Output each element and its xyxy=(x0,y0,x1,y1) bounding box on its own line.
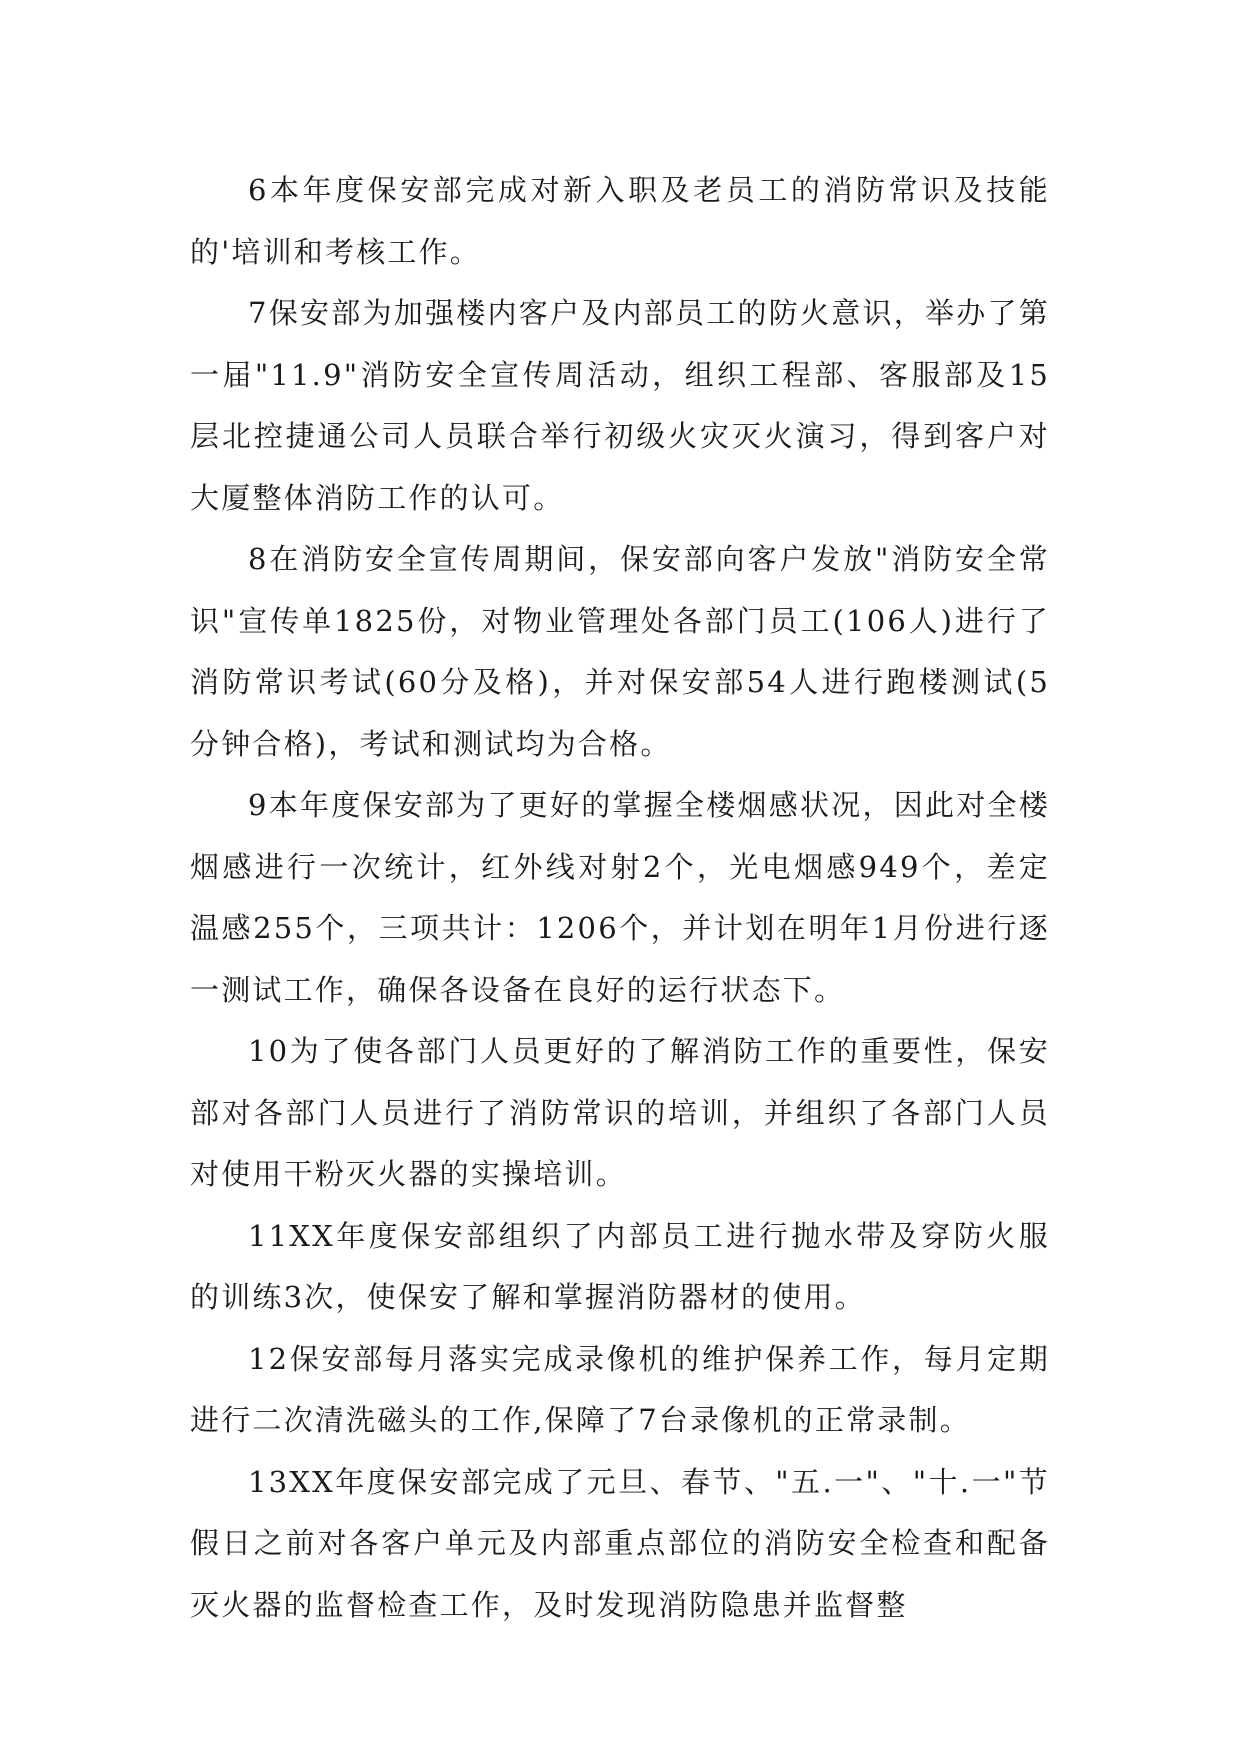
document-body xyxy=(190,160,1050,1636)
paragraph-12: 12保安部每月落实完成录像机的维护保养工作，每月定期进行二次清洗磁头的工作,保障了7台录像机的正常录制。 xyxy=(190,1341,1050,1437)
paragraph-7: 7保安部为加强楼内客户及内部员工的防火意识，举办了第一届"11.9"消防安全宣传周活动，组织工程部、客服部及15层北控捷通公司人员联合举行初级火灾灭火演习，得到客户对大厦整体消防工作的认可。 xyxy=(190,296,1050,515)
paragraph-10: 10为了使各部门人员更好的了解消防工作的重要性，保安部对各部门人员进行了消防常识的培训，并组织了各部门人员对使用干粉灭火器的实操培训。 xyxy=(190,1034,1050,1191)
paragraph-8: 8在消防安全宣传周期间，保安部向客户发放"消防安全常识"宣传单1825份，对物业管理处各部门员工(106人)进行了消防常识考试(60分及格)，并对保安部54人进行跑楼测试(5分钟合格)，考试和测试均为合格。 xyxy=(190,542,1050,761)
paragraph-13: 13XX年度保安部完成了元旦、春节、"五.一"、"十.一"节假日之前对各客户单元及内部重点部位的消防安全检查和配备灭火器的监督检查工作，及时发现消防隐患并监督整 xyxy=(190,1464,1050,1622)
paragraph-6: 6本年度保安部完成对新入职及老员工的消防常识及技能的'培训和考核工作。 xyxy=(190,173,1050,269)
paragraph-11: 11XX年度保安部组织了内部员工进行抛水带及穿防火服的训练3次，使保安了解和掌握消防器材的使用。 xyxy=(190,1218,1050,1314)
paragraph-9: 9本年度保安部为了更好的掌握全楼烟感状况，因此对全楼烟感进行一次统计，红外线对射2个，光电烟感949个，差定温感255个，三项共计：1206个，并计划在明年1月份进行逐一测试工作，确保各设备在良好的运行状态下。 xyxy=(190,788,1050,1007)
